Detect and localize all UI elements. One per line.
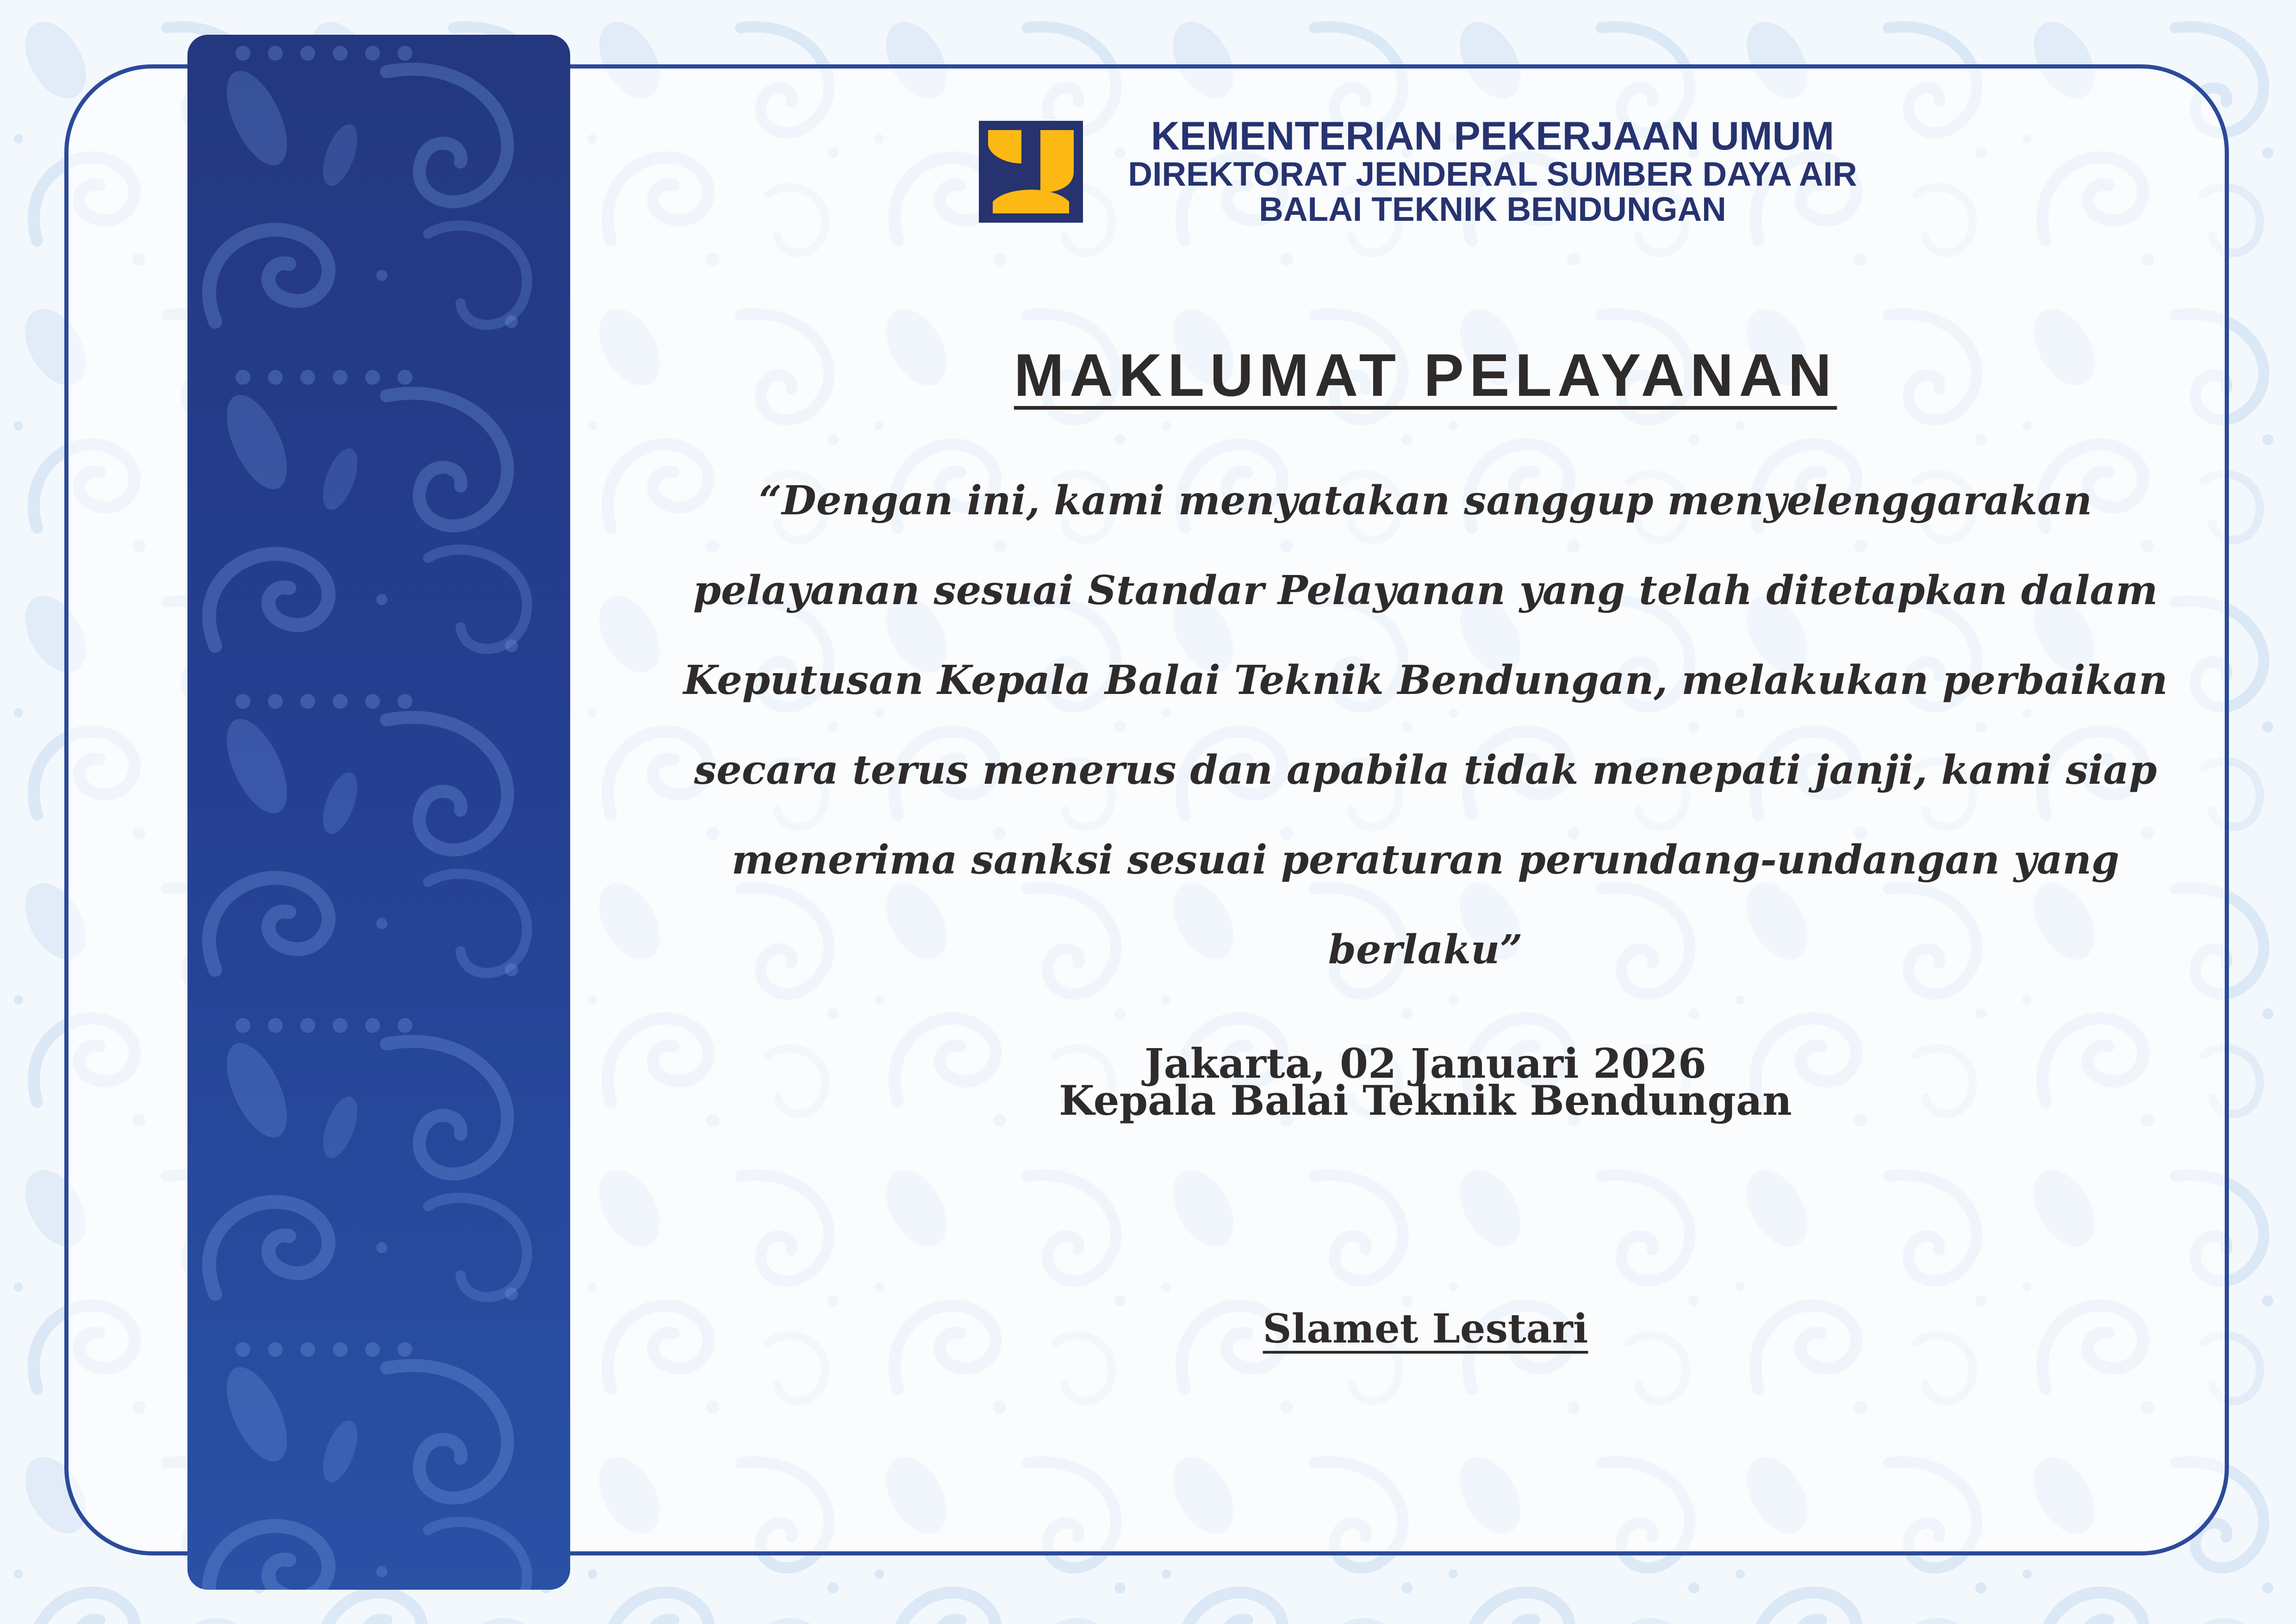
side-panel-ornament — [187, 35, 570, 1590]
directorate-name: DIREKTORAT JENDERAL SUMBER DAYA AIR — [1128, 156, 1857, 193]
signer-position: Kepala Balai Teknik Bendungan — [1059, 1076, 1792, 1124]
document-title — [787, 340, 2064, 410]
document-title-text: MAKLUMAT PELAYANAN — [1014, 341, 1837, 409]
signer-block — [787, 1305, 2064, 1352]
document-header — [979, 113, 1881, 228]
office-name: BALAI TEKNIK BENDUNGAN — [1259, 191, 1726, 228]
signer-name: Slamet Lestari — [1263, 1305, 1588, 1352]
ministry-name: KEMENTERIAN PEKERJAAN UMUM — [1151, 114, 1835, 158]
pu-logo-icon — [979, 121, 1083, 223]
place-date: Jakarta, 02 Januari 2026 — [1144, 1039, 1707, 1087]
decorative-side-panel — [187, 35, 570, 1590]
service-statement: “Dengan ini, kami menyatakan sanggup menyelenggarakan pelayanan sesuai Standar Pelayanan yang telah ditetapkan dalam Keputusan Kepala Balai Teknik Bendungan, melakukan perbaikan secara terus menerus dan apabila tidak menepati janji, kami siap menerima sanksi sesuai peraturan perundang-undangan yang berlaku” — [683, 477, 2168, 973]
